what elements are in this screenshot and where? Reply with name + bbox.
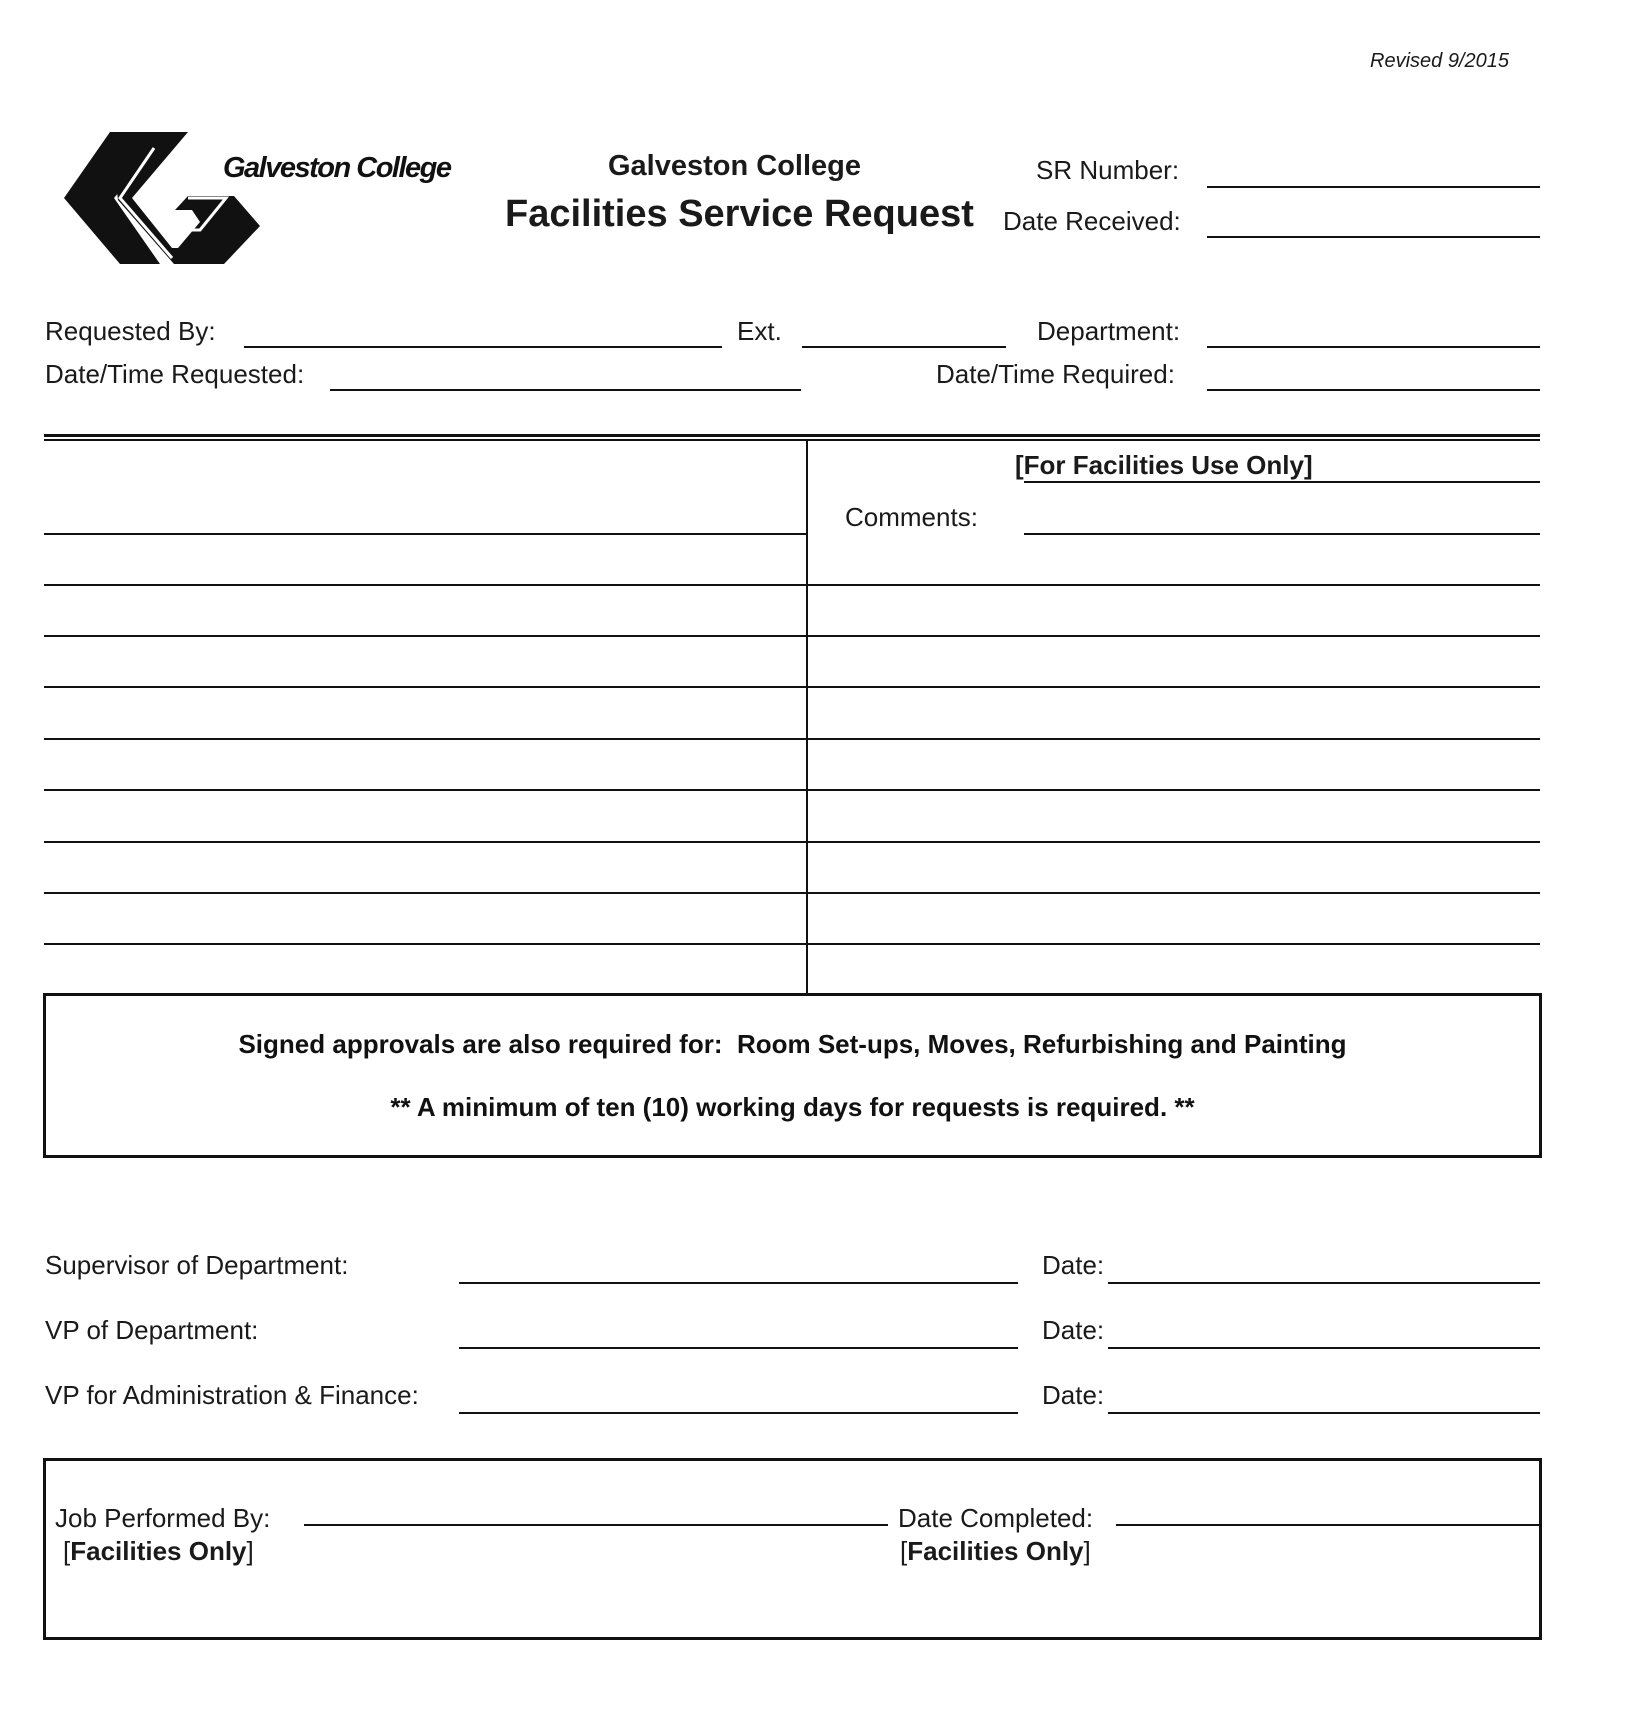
requested-by-label: Requested By: — [45, 316, 216, 346]
grid-top-border — [44, 434, 1540, 437]
supervisor-label: Supervisor of Department: — [45, 1250, 349, 1280]
vp-department-label: VP of Department: — [45, 1315, 259, 1345]
grid-row-line[interactable] — [44, 635, 1540, 637]
vp-department-date-field[interactable] — [1108, 1347, 1540, 1349]
notice-line-approvals: Signed approvals are also required for: Room Set-ups, Moves, Refurbishing and Painting — [238, 1029, 1347, 1059]
grid-row-line[interactable] — [44, 686, 1540, 688]
supervisor-signature-field[interactable] — [459, 1282, 1018, 1284]
date-completed-field[interactable] — [1116, 1524, 1540, 1526]
grid-row-line[interactable] — [44, 841, 1540, 843]
sr-number-field[interactable] — [1207, 186, 1540, 188]
notice-line-minimum-days: ** A minimum of ten (10) working days for requests is required. ** — [390, 1092, 1195, 1122]
grid-row-line[interactable] — [44, 738, 1540, 740]
facilities-use-heading: [For Facilities Use Only] — [1015, 450, 1313, 480]
job-performed-field[interactable] — [304, 1524, 888, 1526]
grid-row-line[interactable] — [44, 943, 1540, 945]
form-title: Facilities Service Request — [505, 193, 974, 235]
date-time-required-field[interactable] — [1207, 389, 1540, 391]
notice-box — [43, 993, 1542, 1158]
comments-field[interactable] — [1024, 533, 1540, 535]
comments-label: Comments: — [845, 502, 978, 532]
gc-logo-mark-icon — [60, 130, 260, 270]
department-label: Department: — [1037, 316, 1181, 346]
supervisor-date-label: Date: — [1042, 1250, 1105, 1280]
vp-admin-signature-field[interactable] — [459, 1412, 1018, 1414]
bracket-close: ] — [246, 1536, 254, 1566]
description-line-1[interactable] — [44, 533, 806, 535]
ext-label: Ext. — [737, 316, 782, 346]
facilities-heading-underline — [1024, 481, 1540, 483]
completion-box — [43, 1458, 1542, 1640]
date-received-label: Date Received: — [1003, 206, 1181, 236]
grid-row-line[interactable] — [44, 892, 1540, 894]
job-performed-facilities-only — [63, 1536, 254, 1567]
logo-text: Galveston College — [223, 152, 451, 184]
grid-divider — [806, 439, 808, 994]
date-time-required-label: Date/Time Required: — [936, 359, 1175, 389]
date-received-field[interactable] — [1207, 236, 1540, 238]
job-performed-label: Job Performed By: — [55, 1503, 271, 1533]
date-time-requested-label: Date/Time Requested: — [45, 359, 305, 389]
vp-admin-label: VP for Administration & Finance: — [45, 1380, 419, 1410]
vp-department-signature-field[interactable] — [459, 1347, 1018, 1349]
vp-admin-date-label: Date: — [1042, 1380, 1105, 1410]
vp-admin-date-field[interactable] — [1108, 1412, 1540, 1414]
date-completed-label: Date Completed: — [898, 1503, 1094, 1533]
bracket-open: [ — [63, 1536, 71, 1566]
facilities-only-text: Facilities Only — [70, 1536, 247, 1566]
revised-date: Revised 9/2015 — [1370, 50, 1509, 72]
grid-row-line[interactable] — [44, 789, 1540, 791]
ext-field[interactable] — [802, 346, 1006, 348]
sr-number-label: SR Number: — [1036, 155, 1180, 185]
grid-row-line[interactable] — [44, 584, 1540, 586]
grid-top-border-inner — [44, 439, 1540, 441]
bracket-open: [ — [900, 1536, 908, 1566]
bracket-close: ] — [1083, 1536, 1091, 1566]
date-completed-facilities-only — [900, 1536, 1091, 1567]
college-name: Galveston College — [608, 150, 862, 182]
date-time-requested-field[interactable] — [330, 389, 801, 391]
requested-by-field[interactable] — [244, 346, 722, 348]
vp-department-date-label: Date: — [1042, 1315, 1105, 1345]
college-logo — [60, 130, 460, 270]
facilities-only-text: Facilities Only — [907, 1536, 1084, 1566]
supervisor-date-field[interactable] — [1108, 1282, 1540, 1284]
department-field[interactable] — [1207, 346, 1540, 348]
